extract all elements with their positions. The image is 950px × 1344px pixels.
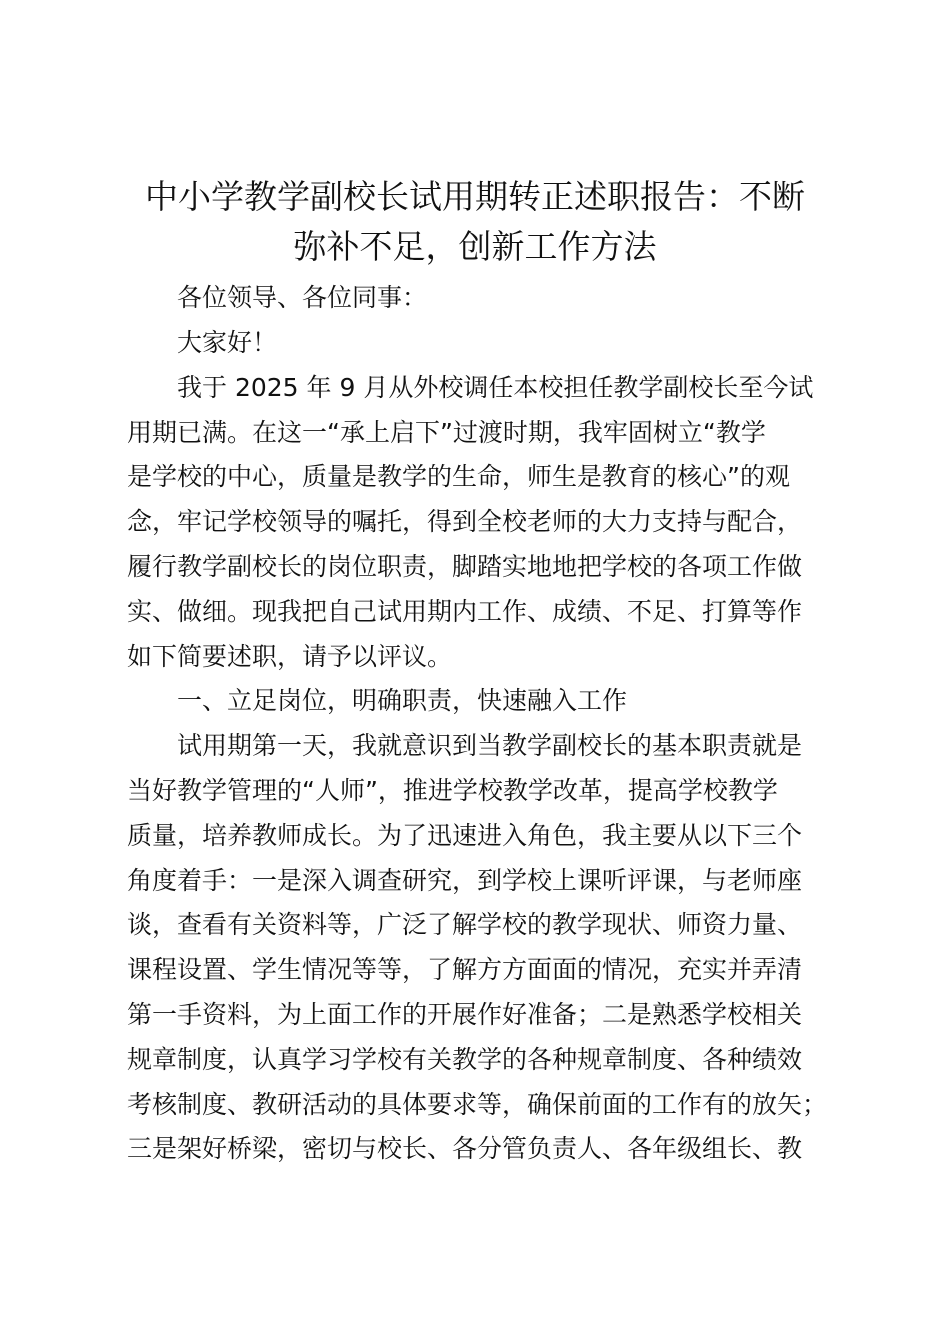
body-line: 角度着手：一是深入调查研究，到学校上课听评课，与老师座 (127, 866, 803, 895)
body-line: 当好教学管理的“人师”，推进学校教学改革，提高学校教学 (127, 776, 778, 805)
body-line: 第一手资料，为上面工作的开展作好准备；二是熟悉学校相关 (127, 1000, 803, 1029)
body-line: 用期已满。在这一“承上启下”过渡时期，我牢固树立“教学 (127, 418, 766, 447)
body-line: 如下简要述职，请予以评议。 (127, 642, 453, 671)
body-line: 三是架好桥梁，密切与校长、各分管负责人、各年级组长、教 (127, 1134, 803, 1163)
salutation: 各位领导、各位同事： (177, 283, 428, 312)
body-line: 履行教学副校长的岗位职责，脚踏实地地把学校的各项工作做 (127, 552, 803, 581)
document-title-line-2: 弥补不足，创新工作方法 (293, 227, 657, 266)
body-line: 实、做细。现我把自己试用期内工作、成绩、不足、打算等作 (127, 597, 803, 626)
body-line: 课程设置、学生情况等等，了解方方面面的情况，充实并弄清 (127, 955, 803, 984)
section-heading: 一、立足岗位，明确职责，快速融入工作 (177, 686, 628, 715)
body-line: 质量，培养教师成长。为了迅速进入角色，我主要从以下三个 (127, 821, 803, 850)
greeting: 大家好！ (177, 328, 278, 357)
body-line: 规章制度，认真学习学校有关教学的各种规章制度、各种绩效 (127, 1045, 803, 1074)
body-line: 试用期第一天，我就意识到当教学副校长的基本职责就是 (177, 731, 803, 760)
body-line: 是学校的中心，质量是教学的生命，师生是教育的核心”的观 (127, 462, 790, 491)
body-line: 谈，查看有关资料等，广泛了解学校的教学现状、师资力量、 (127, 910, 803, 939)
body-line: 我于 2025 年 9 月从外校调任本校担任教学副校长至今试 (177, 373, 814, 402)
body-line: 考核制度、教研活动的具体要求等，确保前面的工作有的放矢； (127, 1090, 828, 1119)
document-title-line-1: 中小学教学副校长试用期转正述职报告：不断 (145, 177, 805, 216)
body-line: 念，牢记学校领导的嘱托，得到全校老师的大力支持与配合， (127, 507, 803, 536)
